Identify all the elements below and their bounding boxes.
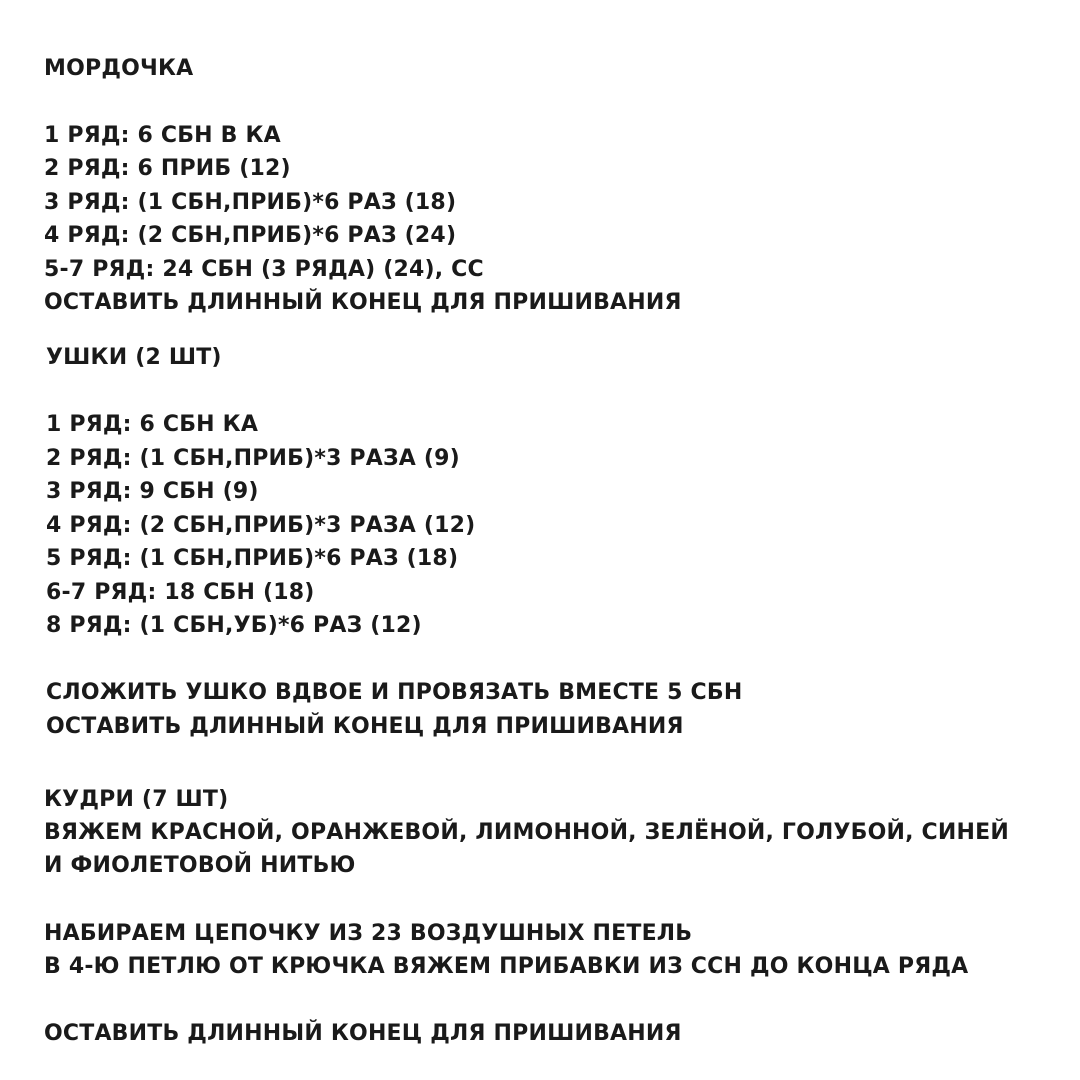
ears-note: ОСТАВИТЬ ДЛИННЫЙ КОНЕЦ ДЛЯ ПРИШИВАНИЯ: [46, 714, 684, 739]
ears-row-4: 4 РЯД: (2 СБН,ПРИБ)*3 РАЗА (12): [46, 513, 476, 538]
face-row-1: 1 РЯД: 6 СБН В КА: [44, 123, 281, 148]
face-note: ОСТАВИТЬ ДЛИННЫЙ КОНЕЦ ДЛЯ ПРИШИВАНИЯ: [44, 290, 682, 315]
face-row-4: 4 РЯД: (2 СБН,ПРИБ)*6 РАЗ (24): [44, 223, 457, 248]
face-row-3: 3 РЯД: (1 СБН,ПРИБ)*6 РАЗ (18): [44, 190, 457, 215]
ears-section-title: УШКИ (2 ШТ): [46, 345, 222, 370]
curls-chain-line: НАБИРАЕМ ЦЕПОЧКУ ИЗ 23 ВОЗДУШНЫХ ПЕТЕЛЬ: [44, 921, 693, 946]
curls-section-title: КУДРИ (7 ШТ): [44, 787, 229, 812]
curls-colors-line-2: И ФИОЛЕТОВОЙ НИТЬЮ: [44, 853, 356, 878]
curls-note: ОСТАВИТЬ ДЛИННЫЙ КОНЕЦ ДЛЯ ПРИШИВАНИЯ: [44, 1021, 682, 1046]
face-section-title: МОРДОЧКА: [44, 56, 194, 81]
ears-instruction: СЛОЖИТЬ УШКО ВДВОЕ И ПРОВЯЗАТЬ ВМЕСТЕ 5 СБН: [46, 680, 743, 705]
face-row-5-7: 5-7 РЯД: 24 СБН (3 РЯДА) (24), СС: [44, 257, 484, 282]
ears-row-3: 3 РЯД: 9 СБН (9): [46, 479, 259, 504]
ears-row-6-7: 6-7 РЯД: 18 СБН (18): [46, 580, 315, 605]
curls-colors-line-1: ВЯЖЕМ КРАСНОЙ, ОРАНЖЕВОЙ, ЛИМОННОЙ, ЗЕЛЁНОЙ, ГОЛУБОЙ, СИНЕЙ: [44, 820, 1009, 845]
ears-row-2: 2 РЯД: (1 СБН,ПРИБ)*3 РАЗА (9): [46, 446, 460, 471]
face-row-2: 2 РЯД: 6 ПРИБ (12): [44, 156, 291, 181]
curls-increase-line: В 4-Ю ПЕТЛЮ ОТ КРЮЧКА ВЯЖЕМ ПРИБАВКИ ИЗ ССН ДО КОНЦА РЯДА: [44, 954, 969, 979]
ears-row-1: 1 РЯД: 6 СБН КА: [46, 412, 259, 437]
ears-row-8: 8 РЯД: (1 СБН,УБ)*6 РАЗ (12): [46, 613, 422, 638]
ears-row-5: 5 РЯД: (1 СБН,ПРИБ)*6 РАЗ (18): [46, 546, 459, 571]
